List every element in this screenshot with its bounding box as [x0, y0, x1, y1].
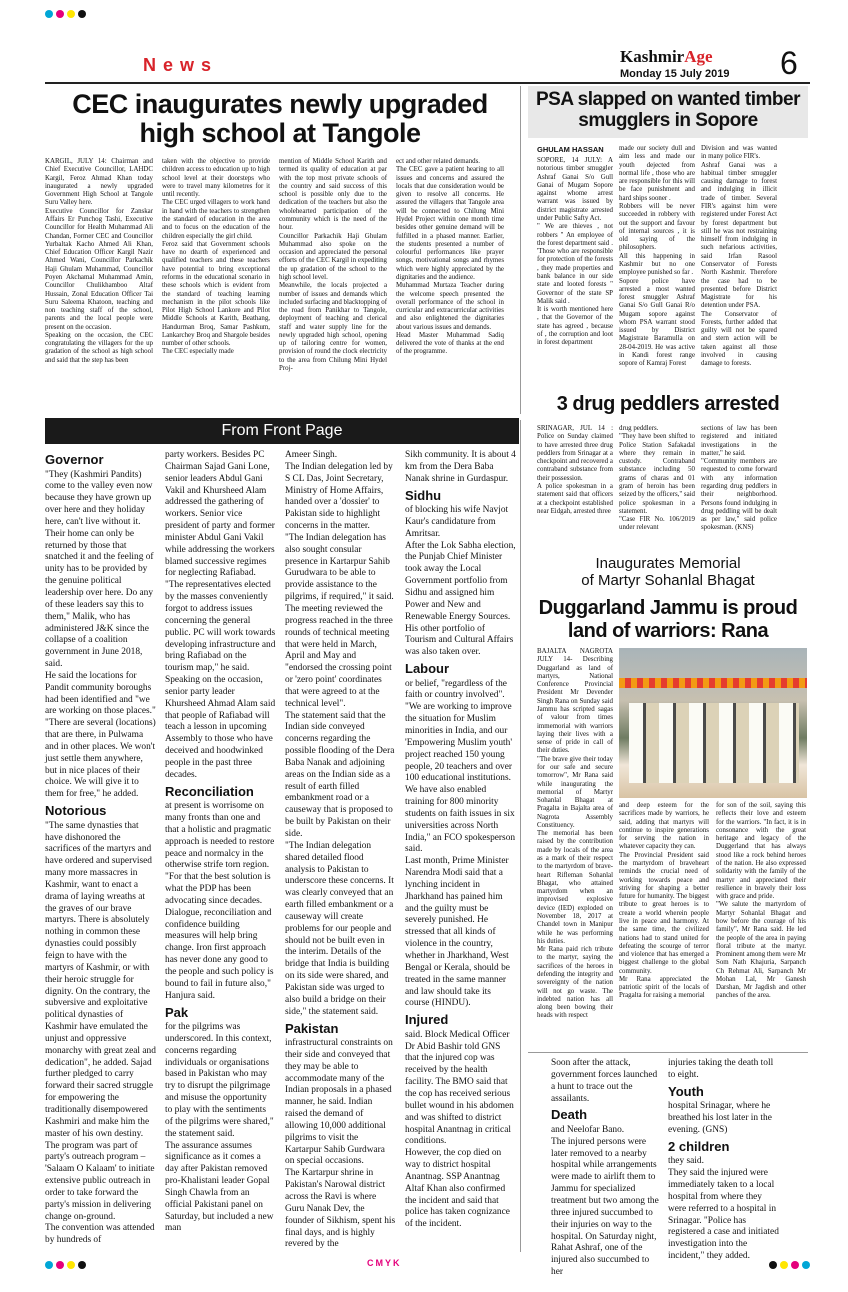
rana-kicker-line-1: Inaugurates Memorial: [595, 555, 741, 572]
rana-bottom-rule: [528, 1052, 808, 1053]
paragraph: injuries taking the death toll to eight.: [668, 1058, 774, 1080]
paragraph: said. Block Medical Officer Dr Abid Bashir told GNS that the injured cop was received by the health facility. The BMO said that the cop has received serious bullet wound in his abdomen and was shifted to district hospital Anantnag in critical conditions.: [405, 1029, 514, 1147]
subhead: Pakistan: [285, 1020, 339, 1036]
ff-col-1: [45, 450, 156, 1250]
psa-col-2: made our society dull and aim less and made our youth dejected from normal life , those who are are responsible for this will be face punishment and hard ships sooner . Robbers will be never succeeded in robbery with out the support and favour of internal sources , it is old saying of the philosophers. All this happening in Kashmir but no one employee punished so far . Sopore police have arrested a most wanted forest smuggler Ashraf Ganai S/o Gull Ganai R/o Mugam sopore against whom PSA warrant stood issued by District Magistrate Baramulla on 28-04-2019. He was active in Kandi forest range sopore of Kamraj Forest: [619, 145, 695, 368]
rana-kicker-line-2: of Martyr Sohanlal Bhagat: [581, 572, 755, 590]
subhead: Reconciliation: [165, 783, 254, 799]
drug-col-2: drug peddlers. "They have been shifted to Police Station Safakadal where they remain in custody. Contraband substance including 50 grams of charas and 01 gram of heroin has been seized by the officers," said police spokesman in a statement. "Case FIR No. 106/2019 under relevant: [619, 425, 695, 532]
paragraph: However, the cop died on way to district hospital Anantnag. SSP Anantnag Altaf Khan also confirmed the incident and said that police has taken cognizance of the incident.: [405, 1148, 510, 1230]
paragraph: party workers. Besides PC Chairman Sajad Gani Lone, senior leaders Abdul Gani Vakil and Khursheed Alam addressed the gathering of workers. Senior vice president of party and former minister Abdul Gani Vakil while addressing the workers blamed successive regimes for neglecting Rafiabad.: [165, 450, 275, 579]
rana-col-1: BAJALTA NAGROTA JULY 14- Describing Duggarland as land of martyrs, National Conference Provincial President Mr Devender Singh Rana on Sunday said Jammu has scripted sagas of valour from times immemorial with warriors laying their lives with a sense of pride in call of their duties. "The brave give their today for our safe and secure tomorrow", Mr Rana said while inaugurating the memorial of Martyr Sohanlal Bhagat at Pragalta in Bajalta area of Nagrota Assembly Constituency. The memorial has been raised by the contribution made by locals of the area as a mark of their respect to the martyrdom of brave-heart Rifleman Sohanlal Bhagat, who attained martyrdom when an improvised explosive device (IED) exploded on November 18, 2017 at Chandel town in Manipur while he was performing his duties. Mr Rana paid rich tribute to the martyr, saying the sacrifices of the heroes in defending the integrity and sovereignty of the nation will not go waste. The indebted nation has all along been bowing their heads with respect: [537, 648, 613, 1020]
paragraph: at present is worrisome on many fronts than one and that a holistic and pragmatic approach is needed to restore peace and normalcy in the otherwise strife torn region. "For that the best solution is what the PDP has been advocating since decades. Dialogue, reconciliation and confidence building measures will help bring change. Iron first approach has never done any good to the people and such policy is bound to fail in future also," Hanjura said.: [165, 801, 275, 1001]
cec-col-1: KARGIL, JULY 14: Chairman and Chief Executive Councillor, LAHDC Kargil, Feroz Ahmad Khan today inaugurated a newly upgraded Government High School at Tangole Suru Valley here. Executive Councillor for Zanskar Affairs Er Punchog Tashi, Executive Councillor for Health Muhammad Ali Chandan, Former CEC and Councillor Yurbaltak Kacho Ahmed Ali Khan, Chief Education Officer Kargil Nazir Ahmed Wani, Councillor Parkachik Haji Ghulam Muhammad, Councillor Poyen Akchamal Muhammad Amin, Councillor Chulikhamboo Altaf Hussain, Zonal Education Officer Tai Suru Saleema Khatoon, teaching and non teaching staff of the school, parents and the local people were present on the occasion. Speaking on the occasion, the CEC congratulating the villagers for the up gradation of the school as high school and said that the step has been: [45, 158, 153, 364]
paragraph: "The representatives elected by the masses conveniently forgot to address issues concerning the general public. PC will work towards developing infrastructure and bring Rafiabad on the tourism map," he said.: [165, 580, 276, 674]
headline-cec: CEC inaugurates newly upgraded high school at Tangole: [72, 89, 488, 149]
paper-name-kashmir: Kashmir: [620, 47, 685, 66]
paragraph: The Indian delegation led by S CL Das, Joint Secretary, Ministry of Home Affairs, handed over a 'dossier' to Pakistan side to highlight concerns in the matter.: [285, 461, 393, 532]
paragraph: The statement said that the Indian side conveyed concerns regarding the possible flooding of the Dera Baba Nanak and adjoining areas on the Indian side as a result of earth filled embankment road or a causeway that is proposed to be built by Pakistan on their side.: [285, 710, 395, 839]
subhead: Death: [551, 1107, 588, 1123]
ff-col-4: [405, 450, 516, 1250]
paragraph: "The Indian delegation has also sought consular presence in Kartarpur Sahib Gurudwara to be able to provide assistance to the pilgrims, if required," it said.: [285, 532, 394, 603]
cyan-dot: [45, 10, 53, 18]
divider: [520, 420, 521, 1252]
subhead: Notorious: [45, 803, 107, 819]
paragraph: "We are working to improve the situation for Muslim minorities in India, and our 'Empowering Muslim youth' project reached 150 young people, 20 teachers and over 100 educational institutions. We have also enabled training for 800 minority students on faith issues in six universities across North India," an FCO spokesperson said.: [405, 702, 516, 855]
page-number: 6: [780, 45, 798, 81]
register-bar-top: [45, 8, 810, 20]
subhead: 2 children: [668, 1138, 730, 1154]
paragraph: or belief, "regardless of the faith or country involved".: [405, 678, 507, 701]
paragraph: The assurance assumes significance as it comes a day after Pakistan removed pro-Khalistani leader Gopal Singh Chawla from an official Pakistani panel on Saturday, but included a new man: [165, 1140, 274, 1234]
black-dot: [78, 1261, 86, 1269]
paragraph: The Kartarpur shrine in Pakistan's Narowal district across the Ravi is where Guru Nanak Dev, the founder of Sikhism, spent his final days, and is highly revered by the: [285, 1168, 396, 1250]
paragraph: they said.: [668, 1156, 704, 1167]
photo-crowd: [629, 703, 799, 783]
paragraph: of blocking his wife Navjot Kaur's candidature from Amritsar.: [405, 505, 509, 539]
subhead: Pak: [165, 1004, 189, 1020]
paragraph: hospital Srinagar, where he breathed his lost later in the evening. (GNS): [668, 1101, 772, 1135]
paragraph: for the pilgrims was underscored. In this context, concerns regarding individuals or organisations based in Pakistan who may try to disrupt the pilgrimage and misuse the opportunity to play with the sentiments of the pilgrims were shared," the statement said.: [165, 1022, 274, 1139]
magenta-dot: [56, 1261, 64, 1269]
subhead: Labour: [405, 661, 450, 677]
ff-col-2: [165, 450, 276, 1250]
black-dot: [78, 10, 86, 18]
psa-col-3: Division and was wanted in many police FIR's. Ashraf Ganai was a habitual timber smuggler causing damage to forest and indulging in illicit trade of timber. Several FIR's against him were registered under Forest Act by forest department but still he was not restraining himself from indulging in such nefarious activities, said Irfan Rasool Conservator of Forests North Kashmir. Therefore the case had to be presented before District Magistrate for his detention under PSA. The Conservator of Forests, further added that guilty will not be spared and stern action will be taken against all those involved in causing damage to forests.: [701, 145, 777, 368]
paragraph: "The Indian delegation shared detailed flood analysis to Pakistan to underscore these concerns. It was clearly conveyed that an earth filled embankment or a causeway will create problems for our people and should not be built even in the interim. Details of the bridge that India is building on its side were shared, and Pakistan side was urged to also build a bridge on their side," the statement said.: [285, 840, 394, 1017]
paragraph: He said the locations for Pandit community boroughs had been identified and "we are working on those places." "There are several (locations) that are there, in Pulwama and in other places. We won't just settle them anywhere, but in nice places of their choice. We will give it to them for free," he added.: [45, 670, 156, 800]
paragraph: infrastructural constraints on their side and conveyed that they may be able to accommodate many of the Indian proposals in a phased manner, he said. Indian raised the demand of allowing 10,000 additional pilgrims to visit the Kartarpur Sahib Gurdwara on special occasions.: [285, 1038, 393, 1167]
subhead: Injured: [405, 1012, 449, 1028]
headline-drug: 3 drug peddlers arrested: [556, 393, 780, 415]
cec-col-3: mention of Middle School Karith and termed its quality of education at par with the top most private schools of the country and said success of this school is possible only due to the dedication of the teachers but also the wholehearted participation of the community which is the need of the hour. Councillor Parkachik Haji Ghulam Muhammad also spoke on the occasion and appreciated the personal efforts of the CEC Kargil in expediting the up gradation of the school to the high school level. Meanwhile, the locals projected a number of issues and demands which included surfacing and blacktopping of the road from Panikhar to Tangole, deployment of teaching and clerical staff and water supply line for the newly upgraded high school, opening up of tailoring centre for women, provision of round the clock electricity to the area from Chilung Mini Hydel Proj-: [279, 158, 387, 373]
subhead: Governor: [45, 452, 104, 467]
paragraph: Speaking on the occasion, senior party leader Khursheed Ahmad Alam said that people of Rafiabad will teach a lesson in upcoming Assembly to those who have deceived and hoodwinked people in the past three decades.: [165, 675, 276, 780]
paragraph: The convention was attended by hundreds of: [45, 1223, 155, 1246]
rana-kicker: [528, 555, 808, 590]
headline-psa: PSA slapped on wanted timber smugglers in Sopore: [535, 89, 800, 131]
ff-col-5: [551, 1058, 663, 1278]
cyan-dot: [802, 1261, 810, 1269]
issue-date: Monday 15 July 2019: [620, 68, 730, 80]
psa-byline: GHULAM HASSAN: [537, 145, 604, 154]
paper-logo: [620, 47, 713, 67]
photo-garland: [619, 678, 807, 688]
masthead-rule: [45, 82, 810, 84]
paragraph: Soon after the attack, government forces launched a hunt to trace out the assailants.: [551, 1058, 658, 1104]
black-dot: [769, 1261, 777, 1269]
cmyk-label: CMYK: [367, 1258, 402, 1268]
yellow-dot: [67, 1261, 75, 1269]
paper-name-age: Age: [684, 47, 713, 66]
subhead: Sidhu: [405, 487, 442, 503]
front-page-banner: [45, 418, 519, 444]
magenta-dot: [791, 1261, 799, 1269]
yellow-dot: [780, 1261, 788, 1269]
paragraph: and Neelofar Bano.: [551, 1124, 625, 1135]
divider: [520, 86, 521, 414]
paragraph: "The same dynasties that have dishonored the sacrifices of the martyrs and have ordered and supervised many more massacres in Kashmir, want to enact a drama of laying wreaths at the graves of our brave martyrs. There is absolutely nothing in common these dynasties could possibly feign to have with the martyrs of Kashmir, or with their heroic struggle for dignity. On the contrary, the subversive and exploitative political dynasties of Kashmir have emulated the unjust and oppressive monarchy with great zeal and dedication", he added. Sajad further pledged to carry forward their sacred struggle for empowering the traditionally disempowered Kashmiri and make him the master of his own destiny. The program was part of party's outreach program – 'Salaam O Kalaam' to initiate extensive public outreach in order to take forward the party's mission in delivering change on-ground.: [45, 820, 156, 1222]
paragraph: Last month, Prime Minister Narendra Modi said that a lynching incident in Jharkhand has pained him and the guilty must be severely punished. He stressed that all kinds of violence in the country, whether in Jharkhand, West Bengal or Kerala, should be treated in the same manner and law should take its course (HINDU).: [405, 856, 510, 1009]
subhead: Youth: [668, 1083, 704, 1099]
cec-col-4: ect and other related demands. The CEC gave a patient hearing to all issues and concerns and assured the locals that due consideration would be given to resolve all concerns. He assured the villagers that Tangole area will be connected to Chilung Mini Hydel Project within one month time besides other genuine demand will be fulfilled in a phased manner. Earlier, the students presented a number of colourful performances like prayer songs, motivational songs and rhymes which were highly appreciated by the dignitaries and the audience. Muhammad Murtaza Teacher during the welcome speech presented the overall performance of the school in curricular and extracurricular activities and also enlightened the dignitaries about various issues and demands. Head Master Muhammad Sadiq delivered the vote of thanks at the end of the programme.: [396, 158, 504, 356]
paragraph: Ameer Singh.: [285, 450, 338, 460]
rana-col-2: and deep esteem for the sacrifices made by warriors, he said, adding that martyrs will continue to inspire generations for serving the nation in whatever capacity they can. The Provincial President said the martyrdom of braveheart reminds the crucial need of working towards peace and striving for shaping a better future for humanity. The biggest tribute to great heroes is to create a world wherein people live in peace and harmony. At the same time, the civilized nations had to stand united for defeating the scourge of terror and violence that has emerged a biggest challenge to the global community. Mr Rana appreciated the patriotic spirit of the locals of Pragalta for raising a memorial: [619, 802, 709, 1000]
ff-col-6: [668, 1058, 780, 1262]
cec-col-2: taken with the objective to provide children access to education up to high school level at their doorsteps who were to travel many kilometres for it until recently. The CEC urged villagers to work hand in hand with the teachers to strengthen the standard of education in the area and to focus on the education of the children especially the girl child. Feroz said that Government schools have no dearth of experienced and qualified teachers and these teachers have potential to bring exceptional reforms in the educational scenario in these schools which is evident from the standard of teaching learning mechanism in the pilot schools like Pilot High School Lankore and Pilot Middle Schools at Karith, Beathang, Handurman Broq, Samar Pashkum, Lankarchey Broq and Shargole besides number of other schools. The CEC especially made: [162, 158, 270, 356]
headline-rana: Duggarland Jammu is proud land of warriors: Rana: [538, 597, 798, 642]
drug-col-1: SRINAGAR, JUL 14 : Police on Sunday claimed to have arrested three drug peddlers from Srinagar at a checkpoint and recovered a contraband substance from their possession. A police spokesman in a statement said that officers at a checkpoint established near Eidgah, arrested three: [537, 425, 613, 515]
paragraph: "They (Kashmiri Pandits) come to the valley even now because they have grown up over here and they holiday here, can't live without it. Their home can only be returned by those that snatched it and the feeling of unity has to be provided by the genuine political leadership over here. Do any of these leaders say this to them," Malik, who has administered J&K since the collapse of a coalition government in June 2018, said.: [45, 469, 154, 670]
paragraph: The meeting reviewed the progress reached in the three rounds of technical meeting that were held in March, April and May and "endorsed the crossing point or 'zero point' coordinates that were agreed to at the technical level".: [285, 603, 393, 709]
paragraph: After the Lok Sabha election, the Punjab Chief Minister took away the Local Government portfolio from Sidhu and assigned him Power and New and Renewable Energy Sources. His other portfolio of Tourism and Cultural Affairs was also taken over.: [405, 540, 516, 658]
paragraph: Sikh community. It is about 4 km from the Dera Baba Nanak shrine in Gurdaspur.: [405, 450, 516, 484]
register-bar-bottom: [45, 1258, 810, 1272]
section-label: News: [143, 55, 219, 75]
ff-col-3: [285, 450, 396, 1250]
drug-col-3: sections of law has been registered and initiated investigations in the matter," he said. "Community members are requested to come forward with any information regarding drug peddlers in their neighborhood. Persons found indulging in drug peddling will be dealt as per law," said police spokesman. (KNS): [701, 425, 777, 532]
paragraph: The injured persons were later removed to a nearby hospital while arrangements were made to airlift them to Jammu for specialized treatment but two among the three injured succumbed to their injuries on way to the hospital. On Saturday night, Rahat Ashraf, one of the injured also succumbed to her: [551, 1136, 659, 1278]
rana-col-3: for son of the soil, saying this reflects their love and esteem for the warriors. "In fact, it is in consonance with the great heritage and legacy of the Duggerland that has always stood like a rock behind heroes of the nation. He also expressed solidarity with the family of the martyr and appreciated their resilience in bravely their loss with grace and pride. "We salute the martyrdom of Martyr Sohanlal Bhagat and bow before the courage of his family", Mr Rana said. He led the people of the area in paying floral tribute at the martyr. Prominent among them were Mr Som Nath Khajuria, Sarpanch Ch Rehmat Ali, Sarpanch Mr Mohan Lal, Mr Ganesh Darshan, Mr Jagdish and other panches of the area.: [716, 802, 806, 1000]
magenta-dot: [56, 10, 64, 18]
cyan-dot: [45, 1261, 53, 1269]
psa-col-1: SOPORE, 14 JULY: A notorious timber smuggler Ashraf Ganai S/o Gull Ganai of Mugam Sopore against whome arrest warrant was issued by district magistrate arrested under Public Safty Act. " We are thieves , not robbers " An employee of the forest department said . 'Those who are responsible for protection of the forests , they made properties and bank balance in our side state and looted forests " Governor of the state SP Malik said . It is worth mentioned here , that the Governor of the state has agreed , because of , the corruption and loot in forest department: [537, 157, 613, 347]
front-page-banner-label: From Front Page: [221, 422, 343, 439]
rana-photo: [619, 648, 807, 798]
paragraph: They said the injured were immediately taken to a local hospital from where they were referred to a hospital in Srinagar. "Police has registered a case and initiated investigation into the incident," they added.: [668, 1168, 779, 1262]
yellow-dot: [67, 10, 75, 18]
